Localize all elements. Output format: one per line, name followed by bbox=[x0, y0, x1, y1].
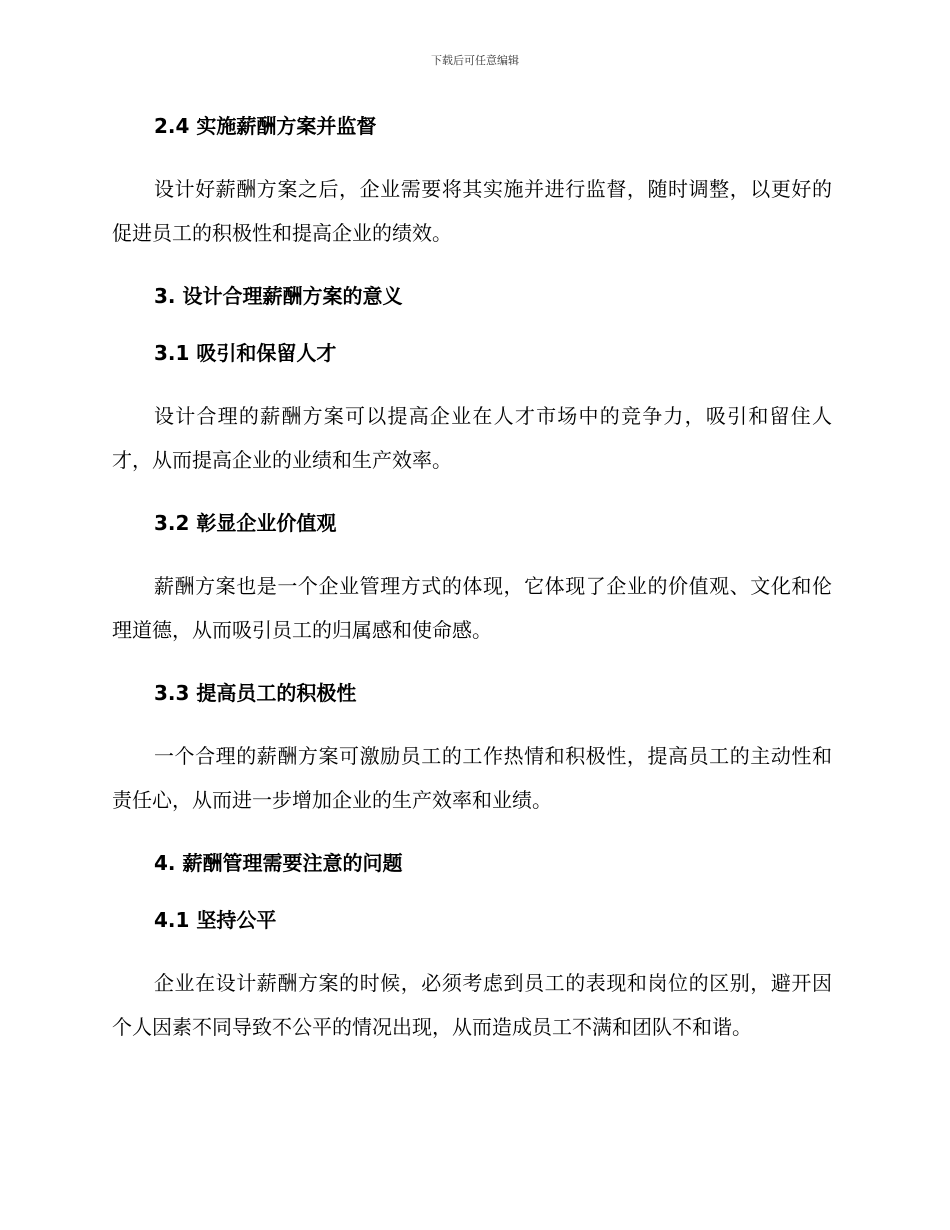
section-paragraph-4-1: 企业在设计薪酬方案的时候，必须考虑到员工的表现和岗位的区别，避开因个人因素不同导致不公平的情况出现，从而造成员工不满和团队不和谐。 bbox=[112, 971, 832, 1039]
section-heading-2-4: 2.4 实施薪酬方案并监督 bbox=[154, 114, 377, 138]
section-paragraph-2-4: 设计好薪酬方案之后，企业需要将其实施并进行监督，随时调整，以更好的促进员工的积极性和提高企业的绩效。 bbox=[112, 177, 832, 245]
section-heading-3-3: 3.3 提高员工的积极性 bbox=[154, 681, 357, 705]
section-paragraph-3-3: 一个合理的薪酬方案可激励员工的工作热情和积极性，提高员工的主动性和责任心，从而进一步增加企业的生产效率和业绩。 bbox=[112, 744, 832, 812]
section-heading-3-1: 3.1 吸引和保留人才 bbox=[154, 341, 337, 365]
document-body bbox=[112, 110, 832, 1074]
section-heading-3-2: 3.2 彰显企业价值观 bbox=[154, 511, 337, 535]
section-paragraph-3-1: 设计合理的薪酬方案可以提高企业在人才市场中的竞争力，吸引和留住人才，从而提高企业的业绩和生产效率。 bbox=[112, 404, 832, 472]
section-heading-4-1: 4.1 坚持公平 bbox=[154, 908, 277, 932]
section-paragraph-3-2: 薪酬方案也是一个企业管理方式的体现，它体现了企业的价值观、文化和伦理道德，从而吸引员工的归属感和使命感。 bbox=[112, 574, 832, 642]
section-heading-3: 3. 设计合理薪酬方案的意义 bbox=[154, 284, 403, 308]
page-header: 下载后可任意编辑 bbox=[431, 54, 519, 67]
section-heading-4: 4. 薪酬管理需要注意的问题 bbox=[154, 851, 403, 875]
